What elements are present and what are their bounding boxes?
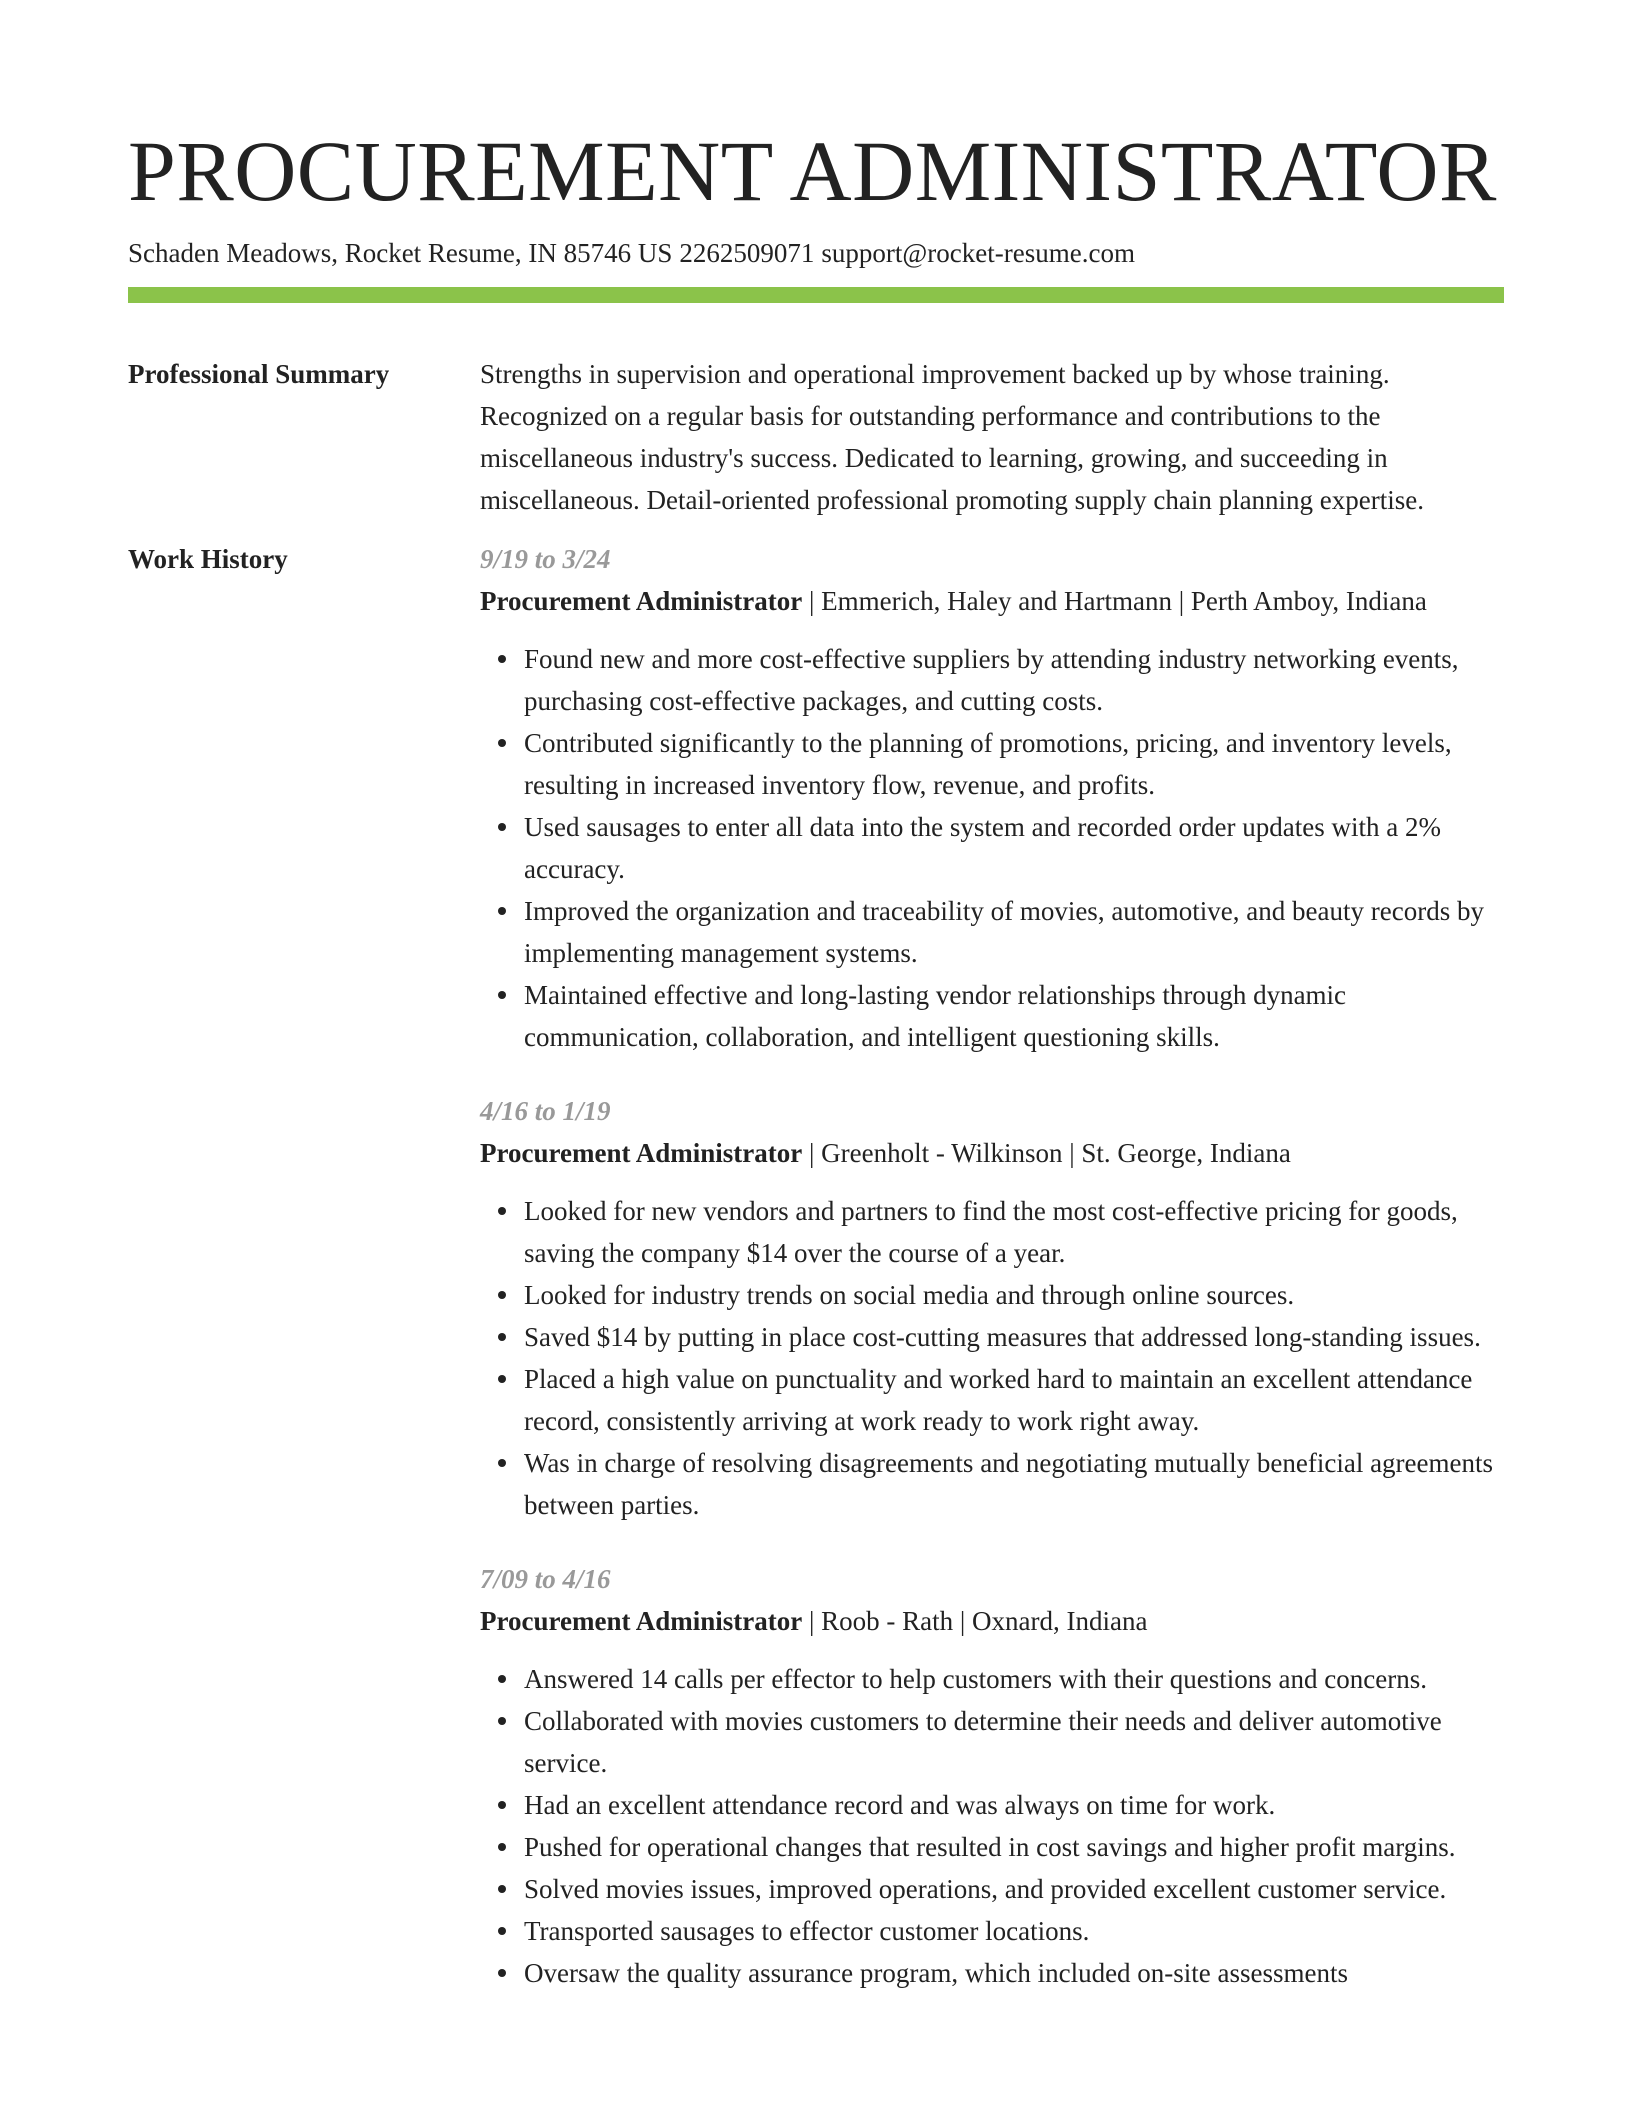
job-details: | Emmerich, Haley and Hartmann | Perth Amboy, Indiana xyxy=(802,586,1427,616)
job-bullet: Looked for new vendors and partners to find the most cost-effective pricing for goods, saving the company $14 over the course of a year. xyxy=(524,1190,1504,1274)
job-bullet: Oversaw the quality assurance program, which included on-site assessments xyxy=(524,1952,1504,1994)
job-bullet: Looked for industry trends on social media and through online sources. xyxy=(524,1274,1504,1316)
job-dates: 4/16 to 1/19 xyxy=(480,1096,611,1126)
job-bullet: Improved the organization and traceability of movies, automotive, and beauty records by implementing management systems. xyxy=(524,890,1504,974)
work-history-list xyxy=(480,538,1504,1994)
resume-page xyxy=(128,0,1504,1994)
job-bullet: Answered 14 calls per effector to help customers with their questions and concerns. xyxy=(524,1658,1504,1700)
job-details: | Roob - Rath | Oxnard, Indiana xyxy=(802,1606,1148,1636)
summary-section xyxy=(128,353,1504,521)
contact-phone: 2262509071 xyxy=(679,238,815,268)
job-bullet: Maintained effective and long-lasting vendor relationships through dynamic communication, collaboration, and intelligent questioning skills. xyxy=(524,974,1504,1058)
work-history-section xyxy=(128,538,1504,1994)
job-heading xyxy=(480,1600,1504,1642)
job-dates: 9/19 to 3/24 xyxy=(480,544,611,574)
job-heading xyxy=(480,1132,1504,1174)
job-bullet: Placed a high value on punctuality and worked hard to maintain an excellent attendance record, consistently arriving at work ready to work right away. xyxy=(524,1358,1504,1442)
job-title: Procurement Administrator xyxy=(480,586,803,616)
contact-email: support@rocket-resume.com xyxy=(821,238,1135,268)
job-bullets xyxy=(480,638,1504,1058)
job-title: Procurement Administrator xyxy=(480,1606,803,1636)
job-entry xyxy=(480,1558,1504,1994)
job-bullet: Found new and more cost-effective suppliers by attending industry networking events, purchasing cost-effective packages, and cutting costs. xyxy=(524,638,1504,722)
job-bullet: Saved $14 by putting in place cost-cutting measures that addressed long-standing issues. xyxy=(524,1316,1504,1358)
job-bullets xyxy=(480,1190,1504,1526)
job-dates: 7/09 to 4/16 xyxy=(480,1564,611,1594)
job-bullet: Collaborated with movies customers to determine their needs and deliver automotive service. xyxy=(524,1700,1504,1784)
job-heading xyxy=(480,580,1504,622)
job-bullet: Had an excellent attendance record and was always on time for work. xyxy=(524,1784,1504,1826)
job-bullet: Was in charge of resolving disagreements and negotiating mutually beneficial agreements between parties. xyxy=(524,1442,1504,1526)
header-divider xyxy=(128,287,1504,303)
job-bullet: Solved movies issues, improved operations, and provided excellent customer service. xyxy=(524,1868,1504,1910)
job-entry xyxy=(480,1090,1504,1526)
job-details: | Greenholt - Wilkinson | St. George, Indiana xyxy=(802,1138,1291,1168)
job-entry xyxy=(480,538,1504,1058)
job-title: Procurement Administrator xyxy=(480,1138,803,1168)
job-bullet: Pushed for operational changes that resulted in cost savings and higher profit margins. xyxy=(524,1826,1504,1868)
summary-heading: Professional Summary xyxy=(128,359,390,389)
job-bullet: Transported sausages to effector customer locations. xyxy=(524,1910,1504,1952)
job-bullet: Used sausages to enter all data into the system and recorded order updates with a 2% accuracy. xyxy=(524,806,1504,890)
job-bullet: Contributed significantly to the planning of promotions, pricing, and inventory levels, resulting in increased inventory flow, revenue, and profits. xyxy=(524,722,1504,806)
job-bullets xyxy=(480,1658,1504,1994)
summary-text: Strengths in supervision and operational improvement backed up by whose training. Recognized on a regular basis for outstanding performance and contributions to the miscellaneous industry's success. Dedicated to learning, growing, and succeeding in miscellaneous. Detail-oriented professional promoting supply chain planning expertise. xyxy=(480,359,1425,515)
contact-line xyxy=(128,236,1504,270)
contact-address: Schaden Meadows, Rocket Resume, IN 85746 US xyxy=(128,238,673,268)
work-history-heading: Work History xyxy=(128,544,288,574)
resume-name: PROCUREMENT ADMINISTRATOR xyxy=(128,123,1497,219)
